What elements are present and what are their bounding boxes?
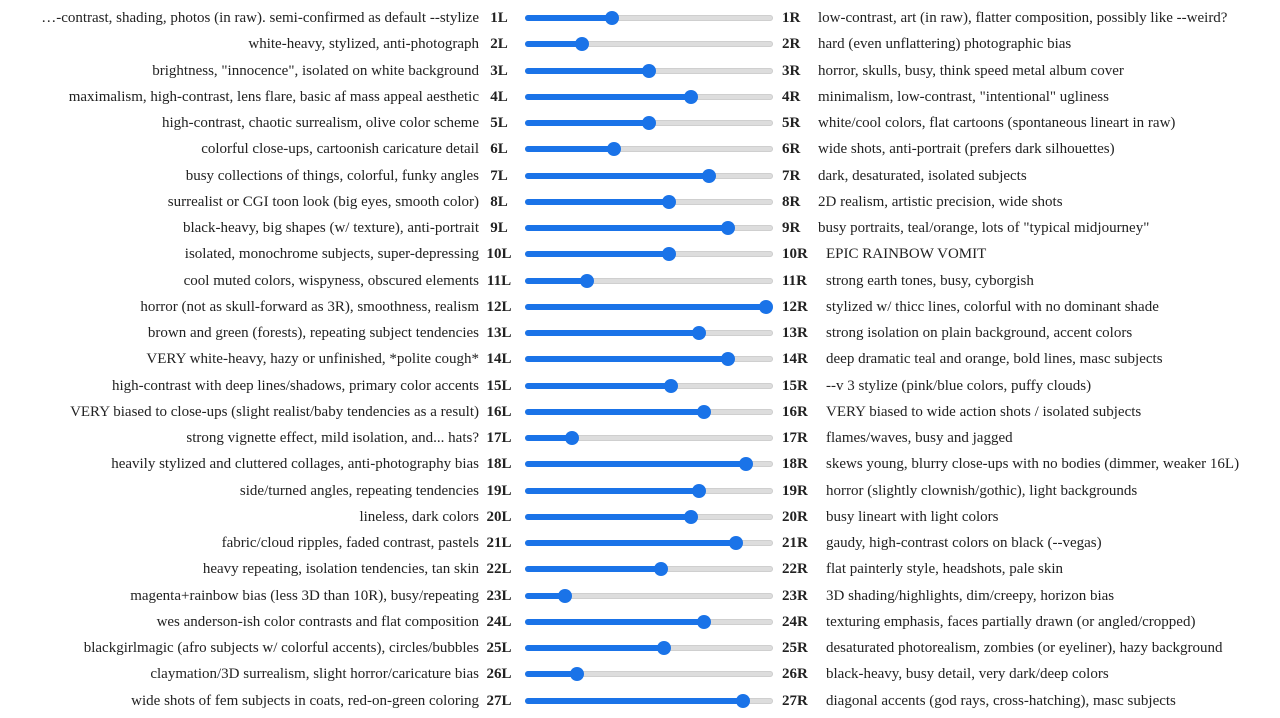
slider-thumb[interactable] (565, 431, 579, 445)
slider-thumb[interactable] (684, 90, 698, 104)
left-label: 9L (490, 220, 508, 236)
right-label: 1R (782, 10, 801, 26)
slider-fill (525, 356, 728, 362)
range-slider[interactable] (525, 91, 773, 103)
slider-fill (525, 225, 728, 231)
right-description: 2D realism, artistic precision, wide shots (818, 193, 1063, 210)
right-description: white/cool colors, flat cartoons (spontaneous lineart in raw) (818, 115, 1176, 131)
slider-row (0, 635, 1280, 661)
right-label: 12R (782, 298, 808, 315)
left-description: wide shots of fem subjects in coats, red-on-green coloring (131, 692, 479, 709)
right-label: 9R (782, 220, 801, 236)
range-slider[interactable] (525, 406, 773, 418)
right-description: busy portraits, teal/orange, lots of "typical midjourney" (818, 220, 1150, 236)
right-label: 23R (782, 587, 808, 604)
slider-thumb[interactable] (642, 116, 656, 130)
range-slider[interactable] (525, 590, 773, 602)
right-label: 22R (782, 561, 808, 578)
right-description: strong isolation on plain background, accent colors (826, 325, 1133, 341)
left-label: 15L (486, 377, 512, 394)
right-description: EPIC RAINBOW VOMIT (826, 246, 987, 263)
right-label: 3R (782, 62, 801, 79)
right-description: hard (even unflattering) photographic bias (818, 36, 1072, 53)
right-label: 14R (782, 351, 808, 368)
left-label: 7L (490, 167, 508, 184)
left-description: colorful close-ups, cartoonish caricature detail (201, 141, 479, 158)
left-label: 17L (486, 430, 512, 446)
range-slider[interactable] (525, 327, 773, 339)
right-description: low-contrast, art (in raw), flatter composition, possibly like --weird? (818, 10, 1228, 26)
slider-fill (525, 120, 649, 126)
left-description: busy collections of things, colorful, funky angles (185, 167, 479, 184)
slider-row (0, 189, 1280, 215)
right-description: horror, skulls, busy, think speed metal album cover (818, 62, 1124, 79)
left-label: 5L (490, 115, 508, 131)
slider-fill (525, 619, 704, 625)
left-description: surrealist or CGI toon look (big eyes, smooth color) (167, 193, 479, 210)
right-description: diagonal accents (god rays, cross-hatching), masc subjects (826, 692, 1176, 709)
range-slider[interactable] (525, 380, 773, 392)
left-label: 6L (490, 141, 508, 158)
range-slider[interactable] (525, 642, 773, 654)
slider-fill (525, 94, 691, 100)
slider-thumb[interactable] (654, 562, 668, 576)
slider-row (0, 425, 1280, 451)
left-description: white-heavy, stylized, anti-photograph (248, 36, 479, 53)
slider-row (0, 688, 1280, 714)
slider-fill (525, 278, 587, 284)
slider-fill (525, 15, 612, 21)
slider-fill (525, 146, 614, 152)
slider-row (0, 478, 1280, 504)
slider-fill (525, 251, 669, 257)
right-description: texturing emphasis, faces partially drawn (or angled/cropped) (826, 613, 1196, 630)
right-description: dark, desaturated, isolated subjects (818, 167, 1027, 184)
right-label: 8R (782, 193, 801, 210)
left-description: high-contrast, chaotic surrealism, olive color scheme (162, 115, 479, 131)
slider-thumb[interactable] (605, 11, 619, 25)
left-label: 20L (486, 508, 512, 525)
slider-fill (525, 566, 661, 572)
right-label: 10R (782, 246, 808, 263)
slider-thumb[interactable] (721, 352, 735, 366)
right-description: black-heavy, busy detail, very dark/deep colors (826, 666, 1109, 683)
range-slider[interactable] (525, 12, 773, 24)
left-label: 25L (486, 640, 512, 656)
left-description: maximalism, high-contrast, lens flare, basic af mass appeal aesthetic (68, 88, 479, 105)
slider-row (0, 294, 1280, 320)
slider-fill (525, 488, 699, 494)
slider-fill (525, 41, 582, 47)
right-label: 4R (782, 88, 801, 105)
slider-row (0, 5, 1280, 31)
right-description: strong earth tones, busy, cyborgish (826, 272, 1034, 289)
slider-row (0, 320, 1280, 346)
slider-row (0, 84, 1280, 110)
slider-row (0, 58, 1280, 84)
slider-row (0, 215, 1280, 241)
right-description: flames/waves, busy and jagged (826, 430, 1013, 446)
left-label: 27L (486, 692, 512, 709)
range-slider[interactable] (525, 458, 773, 470)
right-label: 20R (782, 508, 808, 525)
right-description: busy lineart with light colors (826, 508, 999, 525)
slider-thumb[interactable] (657, 641, 671, 655)
left-label: 1L (490, 10, 508, 26)
range-slider[interactable] (525, 511, 773, 523)
left-label: 14L (486, 351, 512, 368)
left-label: 10L (486, 246, 512, 263)
range-slider[interactable] (525, 38, 773, 50)
slider-row (0, 373, 1280, 399)
left-label: 22L (486, 561, 512, 578)
left-description: side/turned angles, repeating tendencies (239, 482, 479, 499)
slider-row (0, 556, 1280, 582)
left-label: 18L (486, 456, 512, 473)
right-description: 3D shading/highlights, dim/creepy, horizon bias (826, 587, 1115, 604)
slider-fill (525, 461, 746, 467)
slider-fill (525, 698, 743, 704)
left-description: horror (not as skull-forward as 3R), smoothness, realism (140, 298, 479, 315)
range-slider[interactable] (525, 65, 773, 77)
slider-row (0, 661, 1280, 687)
left-label: 2L (490, 36, 508, 53)
slider-thumb[interactable] (664, 379, 678, 393)
range-slider[interactable] (525, 668, 773, 680)
range-slider[interactable] (525, 485, 773, 497)
slider-row (0, 530, 1280, 556)
left-label: 12L (486, 298, 512, 315)
right-label: 13R (782, 325, 808, 341)
range-slider[interactable] (525, 170, 773, 182)
range-slider[interactable] (525, 353, 773, 365)
left-label: 19L (486, 482, 512, 499)
slider-row (0, 399, 1280, 425)
left-description: VERY white-heavy, hazy or unfinished, *polite cough* (146, 351, 479, 368)
left-label: 26L (486, 666, 512, 683)
right-description: deep dramatic teal and orange, bold lines, masc subjects (826, 351, 1163, 368)
slider-fill (525, 645, 664, 651)
right-label: 27R (782, 692, 808, 709)
slider-row (0, 583, 1280, 609)
slider-row (0, 451, 1280, 477)
left-label: 4L (490, 88, 508, 105)
left-description: heavily stylized and cluttered collages, anti-photography bias (111, 456, 479, 473)
left-label: 16L (486, 403, 512, 420)
right-label: 18R (782, 456, 808, 473)
slider-row (0, 241, 1280, 267)
right-label: 26R (782, 666, 808, 683)
slider-fill (525, 199, 669, 205)
slider-thumb[interactable] (721, 221, 735, 235)
slider-thumb[interactable] (759, 300, 773, 314)
left-description: brightness, "innocence", isolated on white background (152, 62, 479, 79)
slider-fill (525, 383, 671, 389)
range-slider[interactable] (525, 537, 773, 549)
left-label: 3L (490, 62, 508, 79)
left-label: 21L (486, 535, 512, 551)
right-description: wide shots, anti-portrait (prefers dark silhouettes) (818, 141, 1115, 158)
left-description: magenta+rainbow bias (less 3D than 10R), busy/repeating (130, 587, 479, 604)
left-description: black-heavy, big shapes (w/ texture), anti-portrait (182, 220, 479, 236)
slider-thumb[interactable] (697, 615, 711, 629)
right-label: 15R (782, 377, 808, 394)
slider-thumb[interactable] (697, 405, 711, 419)
right-description: desaturated photorealism, zombies (or eyeliner), hazy background (826, 640, 1223, 656)
right-label: 24R (782, 613, 808, 630)
slider-row (0, 609, 1280, 635)
left-label: 24L (486, 613, 512, 630)
slider-thumb[interactable] (575, 37, 589, 51)
right-label: 11R (782, 272, 808, 289)
left-label: 11L (486, 272, 512, 289)
right-description: horror (slightly clownish/gothic), light backgrounds (826, 482, 1138, 499)
slider-thumb[interactable] (736, 694, 750, 708)
slider-fill (525, 514, 691, 520)
range-slider[interactable] (525, 143, 773, 155)
right-description: skews young, blurry close-ups with no bodies (dimmer, weaker 16L) (826, 456, 1240, 473)
right-label: 6R (782, 141, 801, 158)
right-label: 16R (782, 403, 808, 420)
left-label: 13L (486, 325, 512, 341)
left-description: blackgirlmagic (afro subjects w/ colorful accents), circles/bubbles (83, 640, 479, 656)
slider-thumb[interactable] (642, 64, 656, 78)
right-label: 19R (782, 482, 808, 499)
left-description: VERY biased to close-ups (slight realist/baby tendencies as a result) (70, 403, 479, 420)
slider-row (0, 110, 1280, 136)
left-description: cool muted colors, wispyness, obscured elements (183, 272, 479, 289)
range-slider[interactable] (525, 301, 773, 313)
slider-row (0, 31, 1280, 57)
left-label: 23L (486, 587, 512, 604)
slider-row (0, 268, 1280, 294)
right-description: --v 3 stylize (pink/blue colors, puffy clouds) (826, 377, 1092, 394)
right-label: 25R (782, 640, 808, 656)
slider-thumb[interactable] (729, 536, 743, 550)
slider-fill (525, 173, 709, 179)
slider-thumb[interactable] (607, 142, 621, 156)
left-description: strong vignette effect, mild isolation, and... hats? (186, 430, 479, 446)
right-description: VERY biased to wide action shots / isolated subjects (826, 403, 1142, 420)
slider-thumb[interactable] (692, 484, 706, 498)
slider-fill (525, 330, 699, 336)
range-slider[interactable] (525, 196, 773, 208)
slider-row (0, 136, 1280, 162)
range-slider[interactable] (525, 432, 773, 444)
slider-row (0, 504, 1280, 530)
left-description: heavy repeating, isolation tendencies, tan skin (202, 561, 479, 578)
slider-thumb[interactable] (662, 195, 676, 209)
slider-thumb[interactable] (662, 247, 676, 261)
slider-thumb[interactable] (739, 457, 753, 471)
left-description: isolated, monochrome subjects, super-depressing (184, 246, 479, 263)
slider-fill (525, 68, 649, 74)
right-label: 2R (782, 36, 801, 53)
right-description: flat painterly style, headshots, pale skin (826, 561, 1064, 578)
right-description: gaudy, high-contrast colors on black (--vegas) (826, 535, 1102, 551)
slider-thumb[interactable] (684, 510, 698, 524)
right-label: 17R (782, 430, 808, 446)
slider-thumb[interactable] (580, 274, 594, 288)
range-slider[interactable] (525, 117, 773, 129)
range-slider[interactable] (525, 616, 773, 628)
left-description: brown and green (forests), repeating subject tendencies (147, 325, 479, 341)
right-description: minimalism, low-contrast, "intentional" ugliness (818, 88, 1109, 105)
slider-fill (525, 304, 766, 310)
slider-row (0, 163, 1280, 189)
right-description: stylized w/ thicc lines, colorful with no dominant shade (826, 298, 1159, 315)
left-description: fabric/cloud ripples, faded contrast, pastels (221, 535, 479, 551)
right-label: 5R (782, 115, 801, 131)
left-description: wes anderson-ish color contrasts and flat composition (156, 613, 479, 630)
range-slider[interactable] (525, 248, 773, 260)
left-description: claymation/3D surrealism, slight horror/caricature bias (150, 666, 479, 683)
right-label: 7R (782, 167, 801, 184)
slider-fill (525, 540, 736, 546)
slider-fill (525, 409, 704, 415)
left-description: lineless, dark colors (359, 508, 479, 525)
range-slider[interactable] (525, 275, 773, 287)
slider-row (0, 346, 1280, 372)
range-slider[interactable] (525, 563, 773, 575)
slider-thumb[interactable] (702, 169, 716, 183)
range-slider[interactable] (525, 222, 773, 234)
left-description: …-contrast, shading, photos (in raw). semi-confirmed as default --stylize (41, 10, 479, 26)
range-slider[interactable] (525, 695, 773, 707)
slider-thumb[interactable] (558, 589, 572, 603)
left-description: high-contrast with deep lines/shadows, primary color accents (112, 377, 479, 394)
slider-thumb[interactable] (570, 667, 584, 681)
left-label: 8L (490, 193, 508, 210)
right-label: 21R (782, 535, 808, 551)
slider-thumb[interactable] (692, 326, 706, 340)
